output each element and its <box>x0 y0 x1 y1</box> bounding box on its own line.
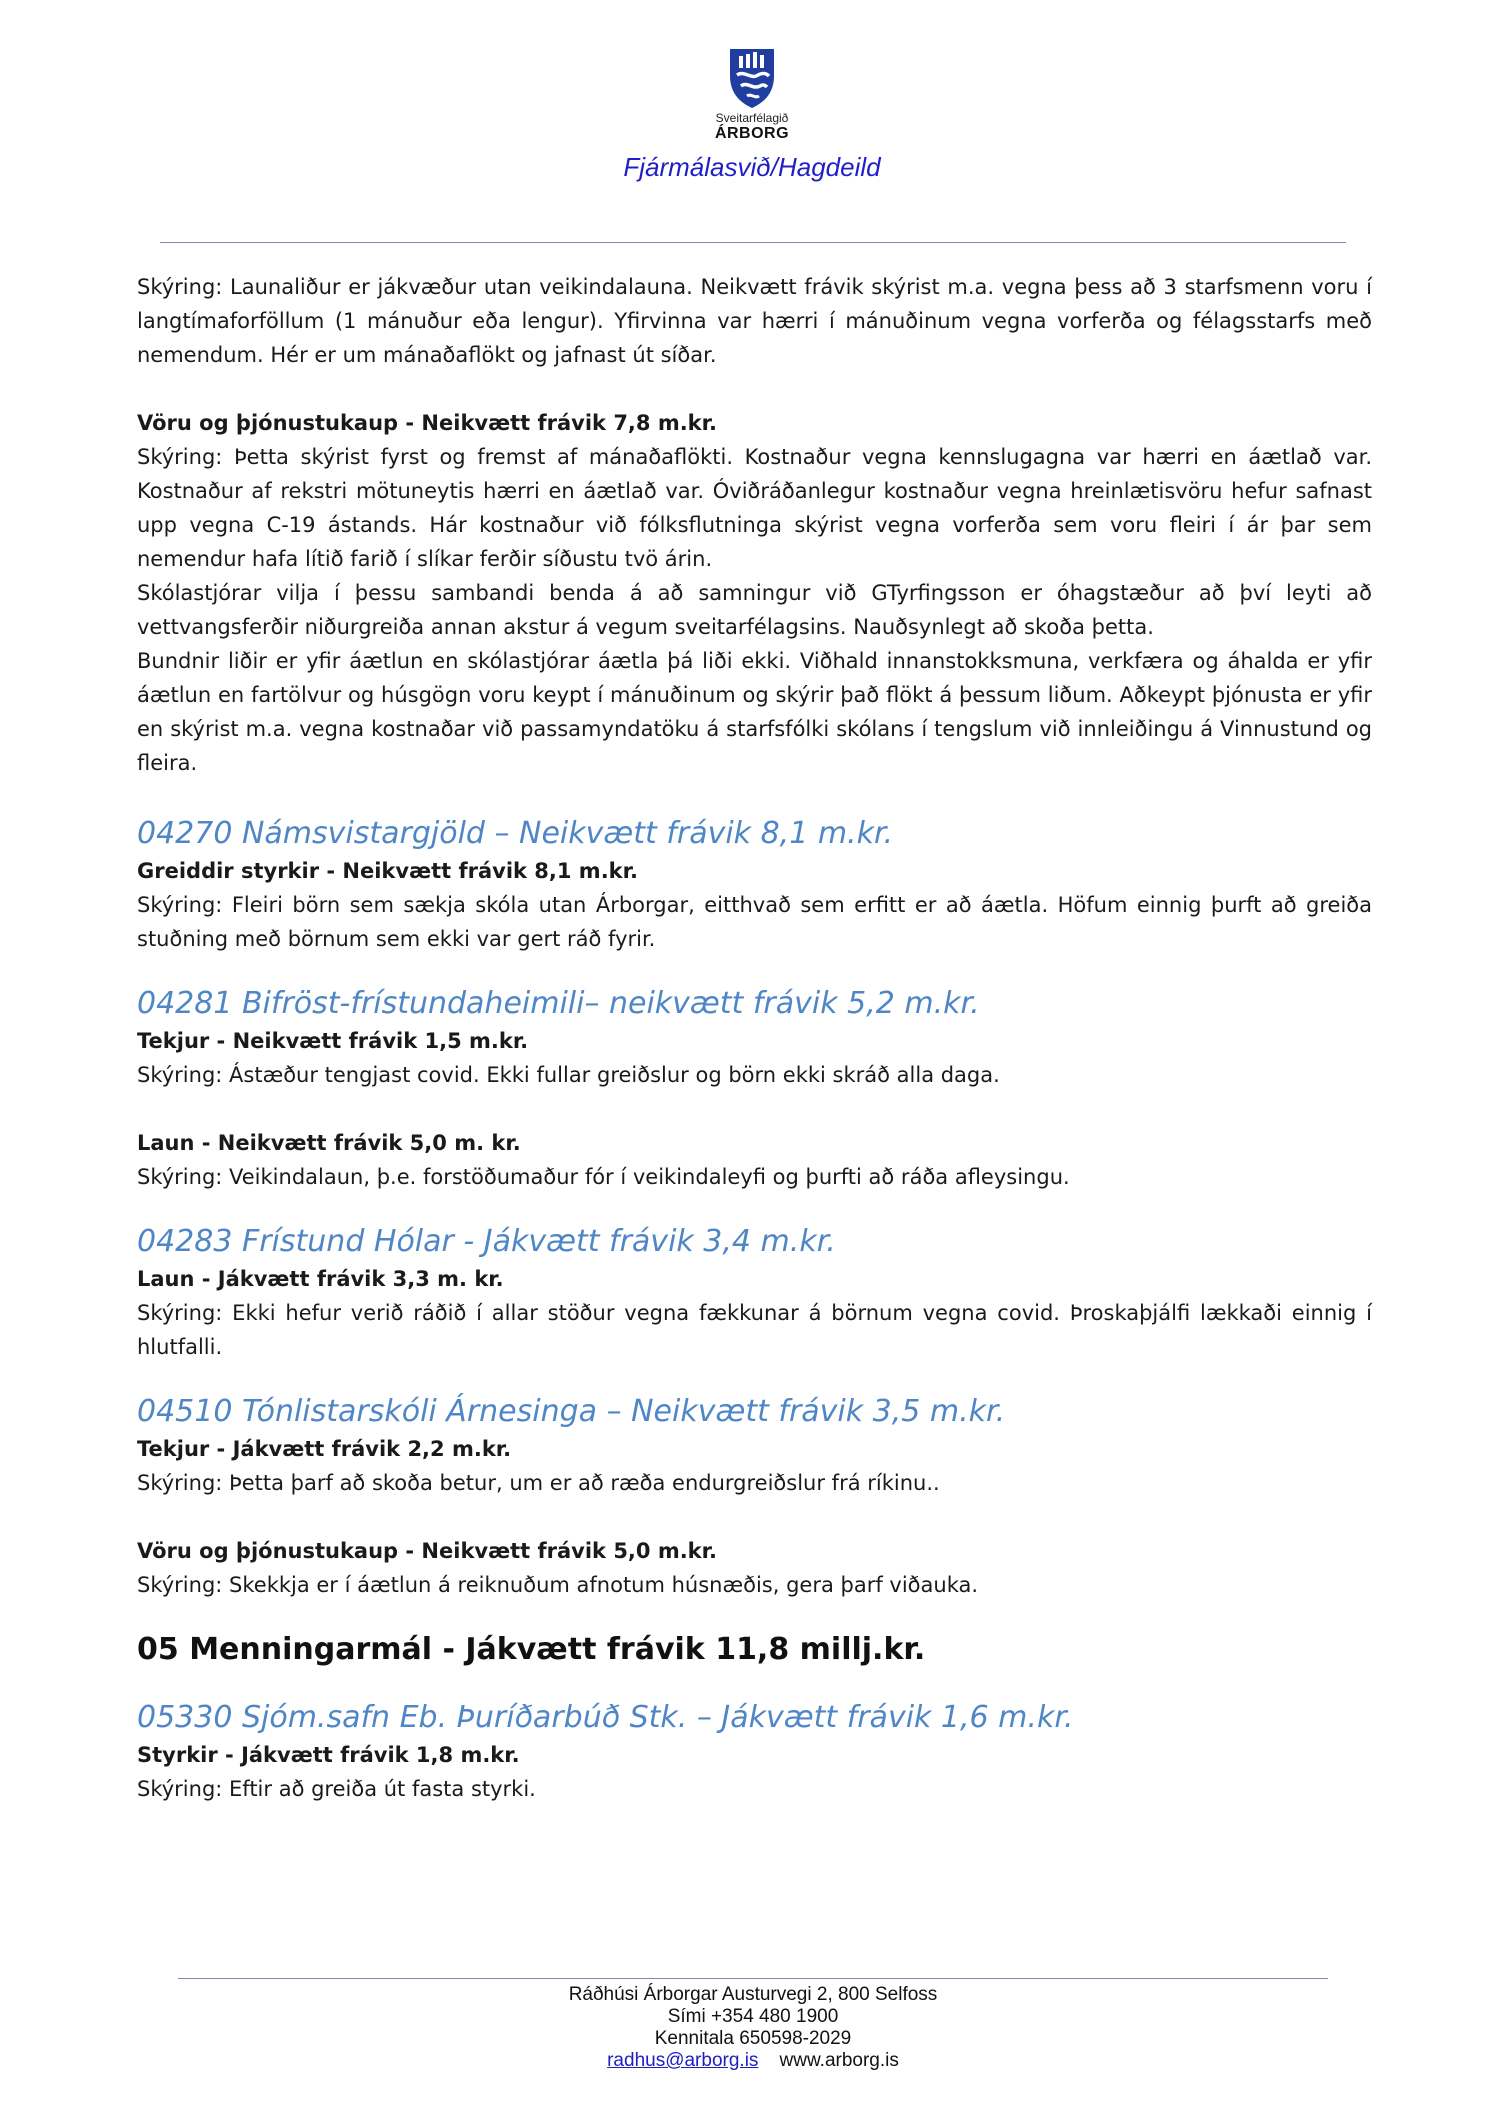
logo-subtitle: Sveitarfélagið <box>715 111 789 125</box>
section-title: Laun - Jákvætt frávik 3,3 m. kr. <box>137 1267 504 1291</box>
heading-04281: 04281 Bifröst-frístundaheimili– neikvætt frávik 5,2 m.kr. <box>137 986 980 1021</box>
heading-04283: 04283 Frístund Hólar - Jákvætt frávik 3,4 m.kr. <box>137 1224 836 1259</box>
paragraph: Skýring: Þetta þarf að skoða betur, um er að ræða endurgreiðslur frá ríkinu.. <box>137 1471 940 1495</box>
section-title: Tekjur - Jákvætt frávik 2,2 m.kr. <box>137 1437 512 1461</box>
paragraph: Skýring: Veikindalaun, þ.e. forstöðumaður fór í veikindaleyfi og þurfti að ráða afleysingu. <box>137 1165 1070 1189</box>
section-title: Greiddir styrkir - Neikvætt frávik 8,1 m.kr. <box>137 859 638 883</box>
logo-name: ÁRBORG <box>714 125 790 142</box>
footer-email-link[interactable]: radhus@arborg.is <box>607 2050 759 2071</box>
footer-contact <box>450 2050 1056 2072</box>
footer-kennitala: Kennitala 650598-2029 <box>654 2028 852 2049</box>
section-title: Laun - Neikvætt frávik 5,0 m. kr. <box>137 1131 521 1155</box>
section-title: Styrkir - Jákvætt frávik 1,8 m.kr. <box>137 1743 520 1767</box>
paragraph: Skýring: Skekkja er í áætlun á reiknuðum afnotum húsnæðis, gera þarf viðauka. <box>137 1573 979 1597</box>
header-divider <box>160 242 1346 243</box>
paragraph: Skýring: Ástæður tengjast covid. Ekki fullar greiðslur og börn ekki skráð alla daga. <box>137 1063 1000 1087</box>
paragraph: Skýring: Eftir að greiða út fasta styrki. <box>137 1777 536 1801</box>
arborg-coat-of-arms-icon <box>727 46 777 110</box>
heading-05330: 05330 Sjóm.safn Eb. Þuríðarbúð Stk. – Jákvætt frávik 1,6 m.kr. <box>137 1700 1074 1735</box>
section-title: Vöru og þjónustukaup - Neikvætt frávik 7,8 m.kr. <box>137 411 717 435</box>
footer-address: Ráðhúsi Árborgar Austurvegi 2, 800 Selfoss <box>568 1984 938 2005</box>
paragraph: Skýring: Ekki hefur verið ráðið í allar stöður vegna fækkunar á börnum vegna covid. Þroskaþjálfi lækkaði einnig í hlutfalli. <box>137 1301 1372 1359</box>
paragraph: Skýring: Launaliður er jákvæður utan veikindalauna. Neikvætt frávik skýrist m.a. vegna þess að 3 starfsmenn voru í langtímaforföllum (1 mánuður eða lengur). Yfirvinna var hærri í mánuðinum vegna vorferða og félagsstarfs með nemendum. Hér er um mánaðaflökt og jafnast út síðar. <box>137 275 1372 367</box>
section-title: Vöru og þjónustukaup - Neikvætt frávik 5,0 m.kr. <box>137 1539 717 1563</box>
heading-04510: 04510 Tónlistarskóli Árnesinga – Neikvætt frávik 3,5 m.kr. <box>137 1394 1006 1429</box>
paragraph: Skýring: Þetta skýrist fyrst og fremst af mánaðaflökti. Kostnaður vegna kennslugagna var hærri en áætlað var. Kostnaður af rekstri mötuneytis hærri en áætlað var. Óviðráðanlegur kostnaður vegna hreinlætisvöru hefur safnast upp vegna C-19 ástands. Hár kostnaður við fólksflutninga skýrist vegna vorferða sem voru fleiri í ár þar sem nemendur hafa lítið farið í slíkar ferðir síðustu tvö árin. <box>137 445 1372 571</box>
department-title: Fjármálasvið/Hagdeild <box>623 152 881 182</box>
footer-website: www.arborg.is <box>779 2050 899 2071</box>
paragraph: Skýring: Fleiri börn sem sækja skóla utan Árborgar, eitthvað sem erfitt er að áætla. Höfum einnig þurft að greiða stuðning með börnum sem ekki var gert ráð fyrir. <box>137 893 1372 951</box>
footer-phone: Sími +354 480 1900 <box>667 2006 839 2027</box>
heading-05-menningarmal: 05 Menningarmál - Jákvætt frávik 11,8 millj.kr. <box>137 1632 926 1667</box>
document-body <box>137 270 1372 1806</box>
section-title: Tekjur - Neikvætt frávik 1,5 m.kr. <box>137 1029 529 1053</box>
paragraph: Bundnir liðir er yfir áætlun en skólastjórar áætla þá liði ekki. Viðhald innanstokksmuna, verkfæra og áhalda er yfir áætlun en fartölvur og húsgögn voru keypt í mánuðinum og skýrir það flökt á þessum liðum. Aðkeypt þjónusta er yfir en skýrist m.a. vegna kostnaðar við passamyndatöku á starfsfólki skólans í tengslum við innleiðingu á Vinnustund og fleira. <box>137 649 1372 775</box>
heading-04270: 04270 Námsvistargjöld – Neikvætt frávik 8,1 m.kr. <box>137 816 894 851</box>
footer <box>450 1984 1056 2072</box>
footer-divider <box>178 1978 1328 1979</box>
paragraph: Skólastjórar vilja í þessu sambandi benda á að samningur við GTyrfingsson er óhagstæður að því leyti að vettvangsferðir niðurgreiða annan akstur á vegum sveitarfélagsins. Nauðsynlegt að skoða þetta. <box>137 581 1372 639</box>
